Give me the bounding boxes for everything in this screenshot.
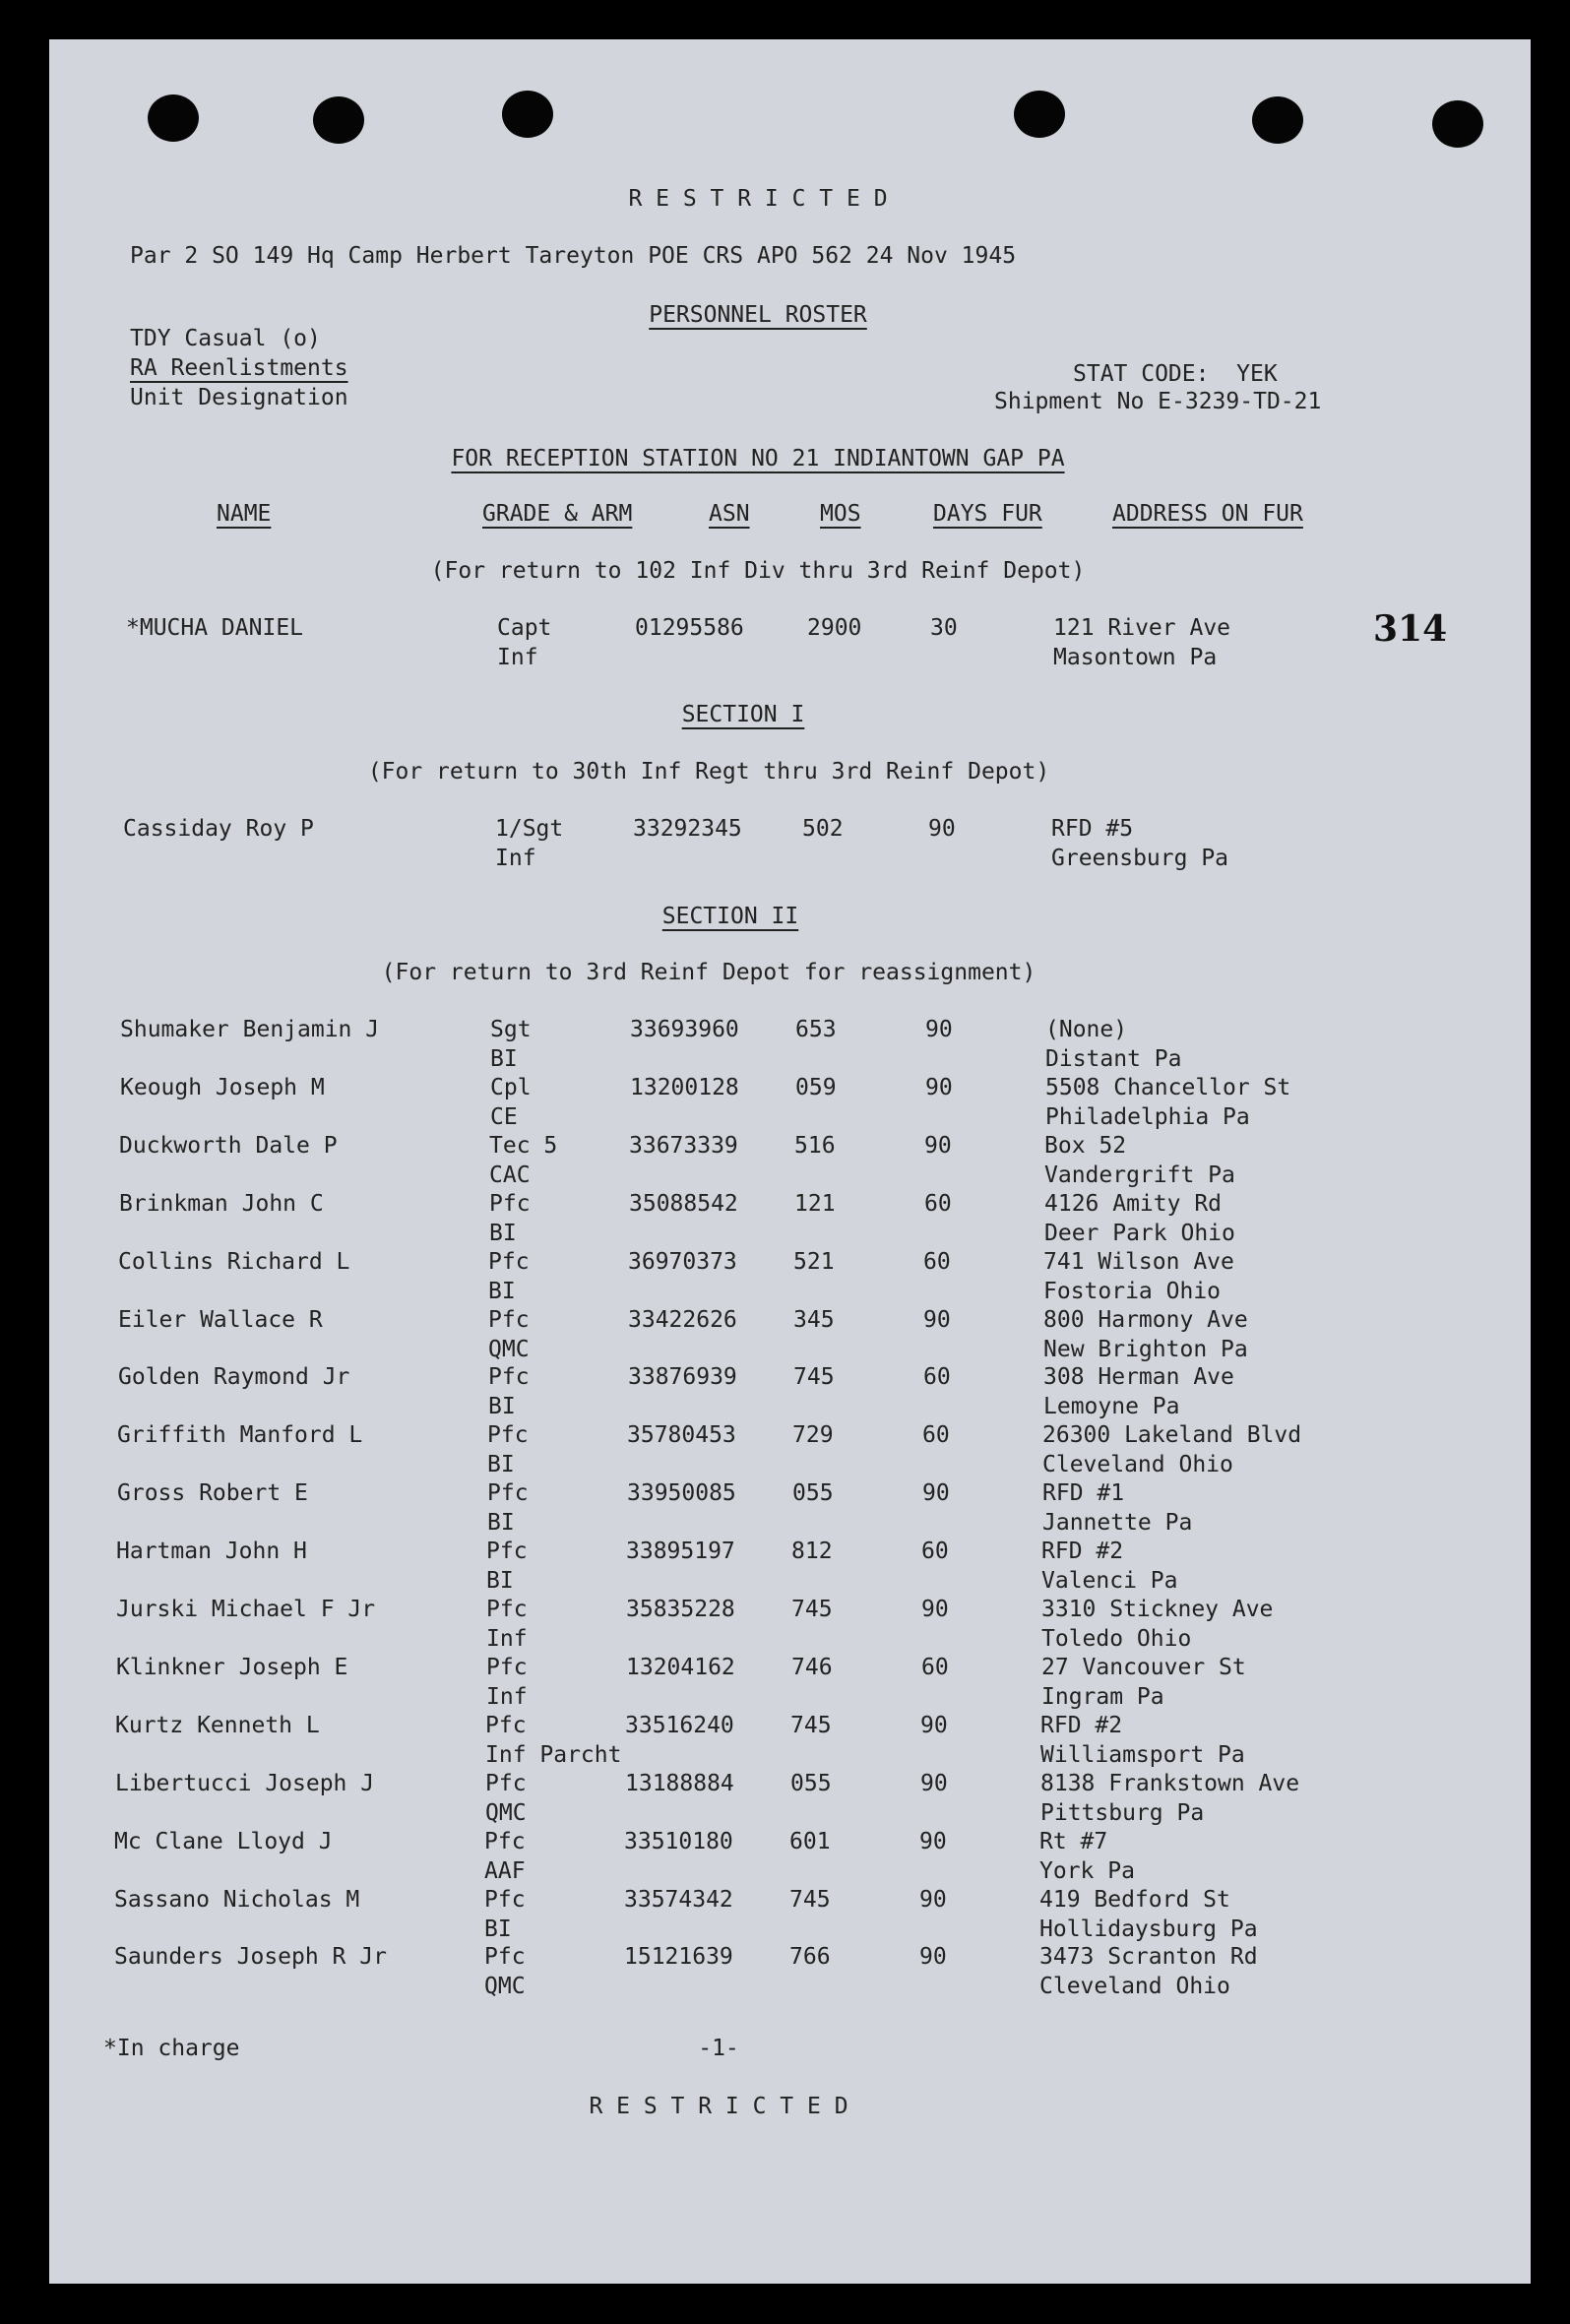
address-line-1: 3310 Stickney Ave: [1041, 1597, 1274, 1622]
grade-cell: Tec 5: [489, 1132, 558, 1159]
roster-row: [49, 1712, 1531, 1769]
document-page: [49, 39, 1531, 2284]
address-line-2: York Pa: [1039, 1857, 1135, 1884]
punch-hole: [1252, 96, 1303, 144]
name-cell: Shumaker Benjamin J: [120, 1017, 380, 1042]
arm-cell: BI: [488, 1278, 516, 1304]
grade-cell: Pfc: [486, 1539, 528, 1565]
punch-hole: [502, 91, 553, 138]
address-line-2: Ingram Pa: [1041, 1683, 1164, 1710]
asn-cell: 13188884: [625, 1770, 734, 1796]
asn-cell: 33292345: [633, 816, 742, 842]
arm-cell: Inf: [486, 1683, 528, 1710]
address-line-1: 308 Herman Ave: [1043, 1364, 1234, 1391]
address-line-2: Jannette Pa: [1042, 1510, 1193, 1537]
address-line-1: RFD #1: [1042, 1480, 1125, 1507]
name-cell: Griffith Manford L: [117, 1422, 363, 1449]
days-cell: 90: [923, 1306, 951, 1333]
grade-cell: Pfc: [486, 1597, 528, 1622]
roster-row: [49, 1190, 1531, 1247]
group-note: (For return to 30th Inf Regt thru 3rd Reinf Depot): [367, 759, 1050, 785]
name-cell: Keough Joseph M: [120, 1074, 325, 1100]
days-cell: 60: [921, 1654, 949, 1680]
grade-cell: Pfc: [489, 1190, 531, 1217]
address-line-2: Cleveland Ohio: [1042, 1452, 1233, 1478]
grade-cell: Pfc: [488, 1306, 530, 1333]
mos-cell: 812: [791, 1539, 833, 1565]
name-cell: Mc Clane Lloyd J: [114, 1828, 333, 1854]
column-header: GRADE & ARM: [482, 501, 633, 527]
roster-row: [49, 1886, 1531, 1943]
column-header: NAME: [217, 501, 272, 527]
roster-row: [49, 1479, 1531, 1537]
header-left-line: RA Reenlistments: [130, 355, 348, 381]
address-line-2: Philadelphia Pa: [1045, 1103, 1250, 1130]
mos-cell: 2900: [807, 615, 862, 641]
grade-cell: Pfc: [484, 1886, 526, 1913]
days-cell: 90: [921, 1597, 949, 1622]
address-line-2: Valenci Pa: [1041, 1568, 1178, 1595]
asn-cell: 15121639: [624, 1944, 733, 1971]
mos-cell: 601: [789, 1828, 831, 1854]
asn-cell: 33876939: [628, 1364, 737, 1391]
arm-cell: QMC: [485, 1799, 527, 1826]
address-line-1: (None): [1045, 1017, 1128, 1042]
address-line-1: 5508 Chancellor St: [1045, 1074, 1291, 1100]
grade-cell: Sgt: [490, 1017, 532, 1042]
section-heading: SECTION II: [661, 904, 799, 929]
header-left-line: TDY Casual (o): [130, 326, 321, 351]
address-line-2: Cleveland Ohio: [1039, 1974, 1230, 2000]
asn-cell: 33574342: [624, 1886, 733, 1913]
roster-row: [49, 1363, 1531, 1420]
mos-cell: 745: [793, 1364, 835, 1391]
roster-row: [49, 1306, 1531, 1363]
name-cell: Jurski Michael F Jr: [116, 1597, 376, 1622]
in-charge-note: *In charge: [103, 2036, 240, 2061]
arm-cell: BI: [484, 1916, 512, 1942]
mos-cell: 502: [802, 816, 844, 842]
arm-cell: QMC: [484, 1974, 526, 2000]
roster-row: [49, 1074, 1531, 1131]
name-cell: Gross Robert E: [117, 1480, 308, 1507]
mos-cell: 745: [790, 1712, 832, 1738]
roster-row: [49, 1248, 1531, 1305]
asn-cell: 35780453: [627, 1422, 736, 1449]
asn-cell: 33422626: [628, 1306, 737, 1333]
address-line-2: Greensburg Pa: [1051, 846, 1229, 871]
arm-cell: BI: [490, 1046, 518, 1072]
address-line-1: RFD #5: [1051, 816, 1134, 842]
mos-cell: 059: [795, 1074, 837, 1100]
address-line-2: Masontown Pa: [1053, 645, 1218, 670]
asn-cell: 33510180: [624, 1828, 733, 1854]
group-note: (For return to 3rd Reinf Depot for reassignment): [381, 960, 1036, 985]
address-line-2: Lemoyne Pa: [1043, 1394, 1180, 1420]
page-stamp: 314: [1373, 608, 1448, 650]
roster-row: [49, 1943, 1531, 2000]
days-cell: 90: [919, 1944, 947, 1971]
days-cell: 60: [922, 1422, 950, 1449]
address-line-1: 8138 Frankstown Ave: [1040, 1770, 1300, 1796]
address-line-1: Rt #7: [1039, 1828, 1108, 1854]
asn-cell: 35835228: [626, 1597, 735, 1622]
address-line-2: New Brighton Pa: [1043, 1336, 1248, 1362]
days-cell: 30: [930, 615, 958, 641]
name-cell: Saunders Joseph R Jr: [114, 1944, 387, 1971]
mos-cell: 345: [793, 1306, 835, 1333]
punch-hole: [1432, 100, 1483, 148]
column-header: DAYS FUR: [933, 501, 1042, 527]
mos-cell: 516: [794, 1132, 836, 1159]
stat-code: STAT CODE: YEK: [1073, 361, 1278, 387]
group-note: (For return to 102 Inf Div thru 3rd Reinf Depot): [430, 558, 1086, 584]
arm-cell: Inf: [495, 846, 536, 871]
punch-hole: [313, 96, 364, 144]
address-line-2: Hollidaysburg Pa: [1039, 1916, 1258, 1942]
days-cell: 90: [925, 1074, 953, 1100]
address-line-1: RFD #2: [1041, 1539, 1124, 1565]
address-line-1: 741 Wilson Ave: [1043, 1248, 1234, 1275]
grade-cell: Pfc: [485, 1770, 527, 1796]
column-header: MOS: [820, 501, 861, 527]
roster-row: [49, 1132, 1531, 1189]
shipment-number: Shipment No E-3239-TD-21: [994, 389, 1322, 414]
days-cell: 60: [924, 1190, 952, 1217]
mos-cell: 121: [794, 1190, 836, 1217]
roster-row: [49, 614, 1531, 671]
arm-cell: AAF: [484, 1857, 526, 1884]
name-cell: Hartman John H: [116, 1539, 307, 1565]
restricted-footer: R E S T R I C T E D: [589, 2094, 848, 2119]
address-line-1: 121 River Ave: [1053, 615, 1231, 641]
mos-cell: 766: [789, 1944, 831, 1971]
roster-row: [49, 1596, 1531, 1653]
arm-cell: Inf: [486, 1626, 528, 1652]
mos-cell: 653: [795, 1017, 837, 1042]
address-line-1: 419 Bedford St: [1039, 1886, 1230, 1913]
punch-hole: [148, 94, 199, 142]
asn-cell: 33516240: [625, 1712, 734, 1738]
address-line-2: Fostoria Ohio: [1043, 1278, 1222, 1304]
column-header: ADDRESS ON FUR: [1112, 501, 1303, 527]
days-cell: 90: [924, 1132, 952, 1159]
name-cell: Brinkman John C: [119, 1190, 324, 1217]
address-line-1: RFD #2: [1040, 1712, 1123, 1738]
days-cell: 90: [919, 1828, 947, 1854]
arm-cell: BI: [489, 1220, 517, 1246]
punch-hole: [1014, 91, 1065, 138]
page-number: -1-: [698, 2036, 739, 2061]
reception-station: FOR RECEPTION STATION NO 21 INDIANTOWN GAP PA: [451, 446, 1065, 471]
grade-cell: Pfc: [486, 1654, 528, 1680]
days-cell: 90: [919, 1886, 947, 1913]
roster-row: [49, 1770, 1531, 1827]
asn-cell: 01295586: [635, 615, 744, 641]
asn-cell: 33895197: [626, 1539, 735, 1565]
days-cell: 60: [923, 1248, 951, 1275]
grade-cell: Capt: [497, 615, 552, 641]
address-line-2: Pittsburg Pa: [1040, 1799, 1205, 1826]
asn-cell: 35088542: [629, 1190, 738, 1217]
arm-cell: Inf: [497, 645, 538, 670]
grade-cell: Pfc: [487, 1422, 529, 1449]
name-cell: Cassiday Roy P: [123, 816, 314, 842]
grade-cell: Pfc: [484, 1828, 526, 1854]
roster-row: [49, 1421, 1531, 1478]
arm-cell: BI: [488, 1394, 516, 1420]
days-cell: 90: [922, 1480, 950, 1507]
arm-cell: Inf Parcht: [485, 1741, 622, 1768]
asn-cell: 36970373: [628, 1248, 737, 1275]
arm-cell: CAC: [489, 1162, 531, 1188]
address-line-1: 26300 Lakeland Blvd: [1042, 1422, 1302, 1449]
arm-cell: BI: [486, 1568, 514, 1595]
name-cell: Golden Raymond Jr: [118, 1364, 350, 1391]
roster-row: [49, 815, 1531, 872]
grade-cell: 1/Sgt: [495, 816, 564, 842]
days-cell: 60: [921, 1539, 949, 1565]
days-cell: 90: [928, 816, 956, 842]
order-line: Par 2 SO 149 Hq Camp Herbert Tareyton POE CRS APO 562 24 Nov 1945: [130, 243, 1017, 269]
grade-cell: Pfc: [488, 1364, 530, 1391]
arm-cell: QMC: [488, 1336, 530, 1362]
name-cell: Klinkner Joseph E: [116, 1654, 348, 1680]
name-cell: Kurtz Kenneth L: [115, 1712, 320, 1738]
address-line-2: Vandergrift Pa: [1044, 1162, 1235, 1188]
asn-cell: 33673339: [629, 1132, 738, 1159]
asn-cell: 33693960: [630, 1017, 739, 1042]
arm-cell: BI: [487, 1510, 515, 1537]
roster-row: [49, 1828, 1531, 1885]
address-line-1: 3473 Scranton Rd: [1039, 1944, 1258, 1971]
restricted-header: R E S T R I C T E D: [628, 186, 888, 212]
address-line-2: Distant Pa: [1045, 1046, 1182, 1072]
roster-row: [49, 1654, 1531, 1711]
asn-cell: 13204162: [626, 1654, 735, 1680]
name-cell: Libertucci Joseph J: [115, 1770, 375, 1796]
days-cell: 90: [920, 1770, 948, 1796]
mos-cell: 745: [789, 1886, 831, 1913]
address-line-1: 27 Vancouver St: [1041, 1654, 1246, 1680]
grade-cell: Pfc: [487, 1480, 529, 1507]
grade-cell: Pfc: [484, 1944, 526, 1971]
name-cell: *MUCHA DANIEL: [126, 615, 304, 641]
roster-row: [49, 1538, 1531, 1595]
address-line-1: 800 Harmony Ave: [1043, 1306, 1248, 1333]
address-line-1: 4126 Amity Rd: [1044, 1190, 1223, 1217]
address-line-2: Deer Park Ohio: [1044, 1220, 1235, 1246]
days-cell: 90: [920, 1712, 948, 1738]
roster-row: [49, 1016, 1531, 1073]
address-line-2: Williamsport Pa: [1040, 1741, 1245, 1768]
mos-cell: 521: [793, 1248, 835, 1275]
days-cell: 60: [923, 1364, 951, 1391]
roster-title: PERSONNEL ROSTER: [649, 302, 867, 328]
mos-cell: 055: [790, 1770, 832, 1796]
mos-cell: 055: [792, 1480, 834, 1507]
days-cell: 90: [925, 1017, 953, 1042]
address-line-1: Box 52: [1044, 1132, 1127, 1159]
mos-cell: 729: [792, 1422, 834, 1449]
asn-cell: 13200128: [630, 1074, 739, 1100]
header-left-line: Unit Designation: [130, 385, 348, 410]
grade-cell: Pfc: [488, 1248, 530, 1275]
mos-cell: 745: [791, 1597, 833, 1622]
column-header: ASN: [709, 501, 750, 527]
arm-cell: CE: [490, 1103, 518, 1130]
asn-cell: 33950085: [627, 1480, 736, 1507]
name-cell: Duckworth Dale P: [119, 1132, 338, 1159]
name-cell: Sassano Nicholas M: [114, 1886, 360, 1913]
name-cell: Eiler Wallace R: [118, 1306, 323, 1333]
name-cell: Collins Richard L: [118, 1248, 350, 1275]
mos-cell: 746: [791, 1654, 833, 1680]
grade-cell: Cpl: [490, 1074, 532, 1100]
address-line-2: Toledo Ohio: [1041, 1626, 1192, 1652]
arm-cell: BI: [487, 1452, 515, 1478]
grade-cell: Pfc: [485, 1712, 527, 1738]
section-heading: SECTION I: [681, 702, 805, 727]
